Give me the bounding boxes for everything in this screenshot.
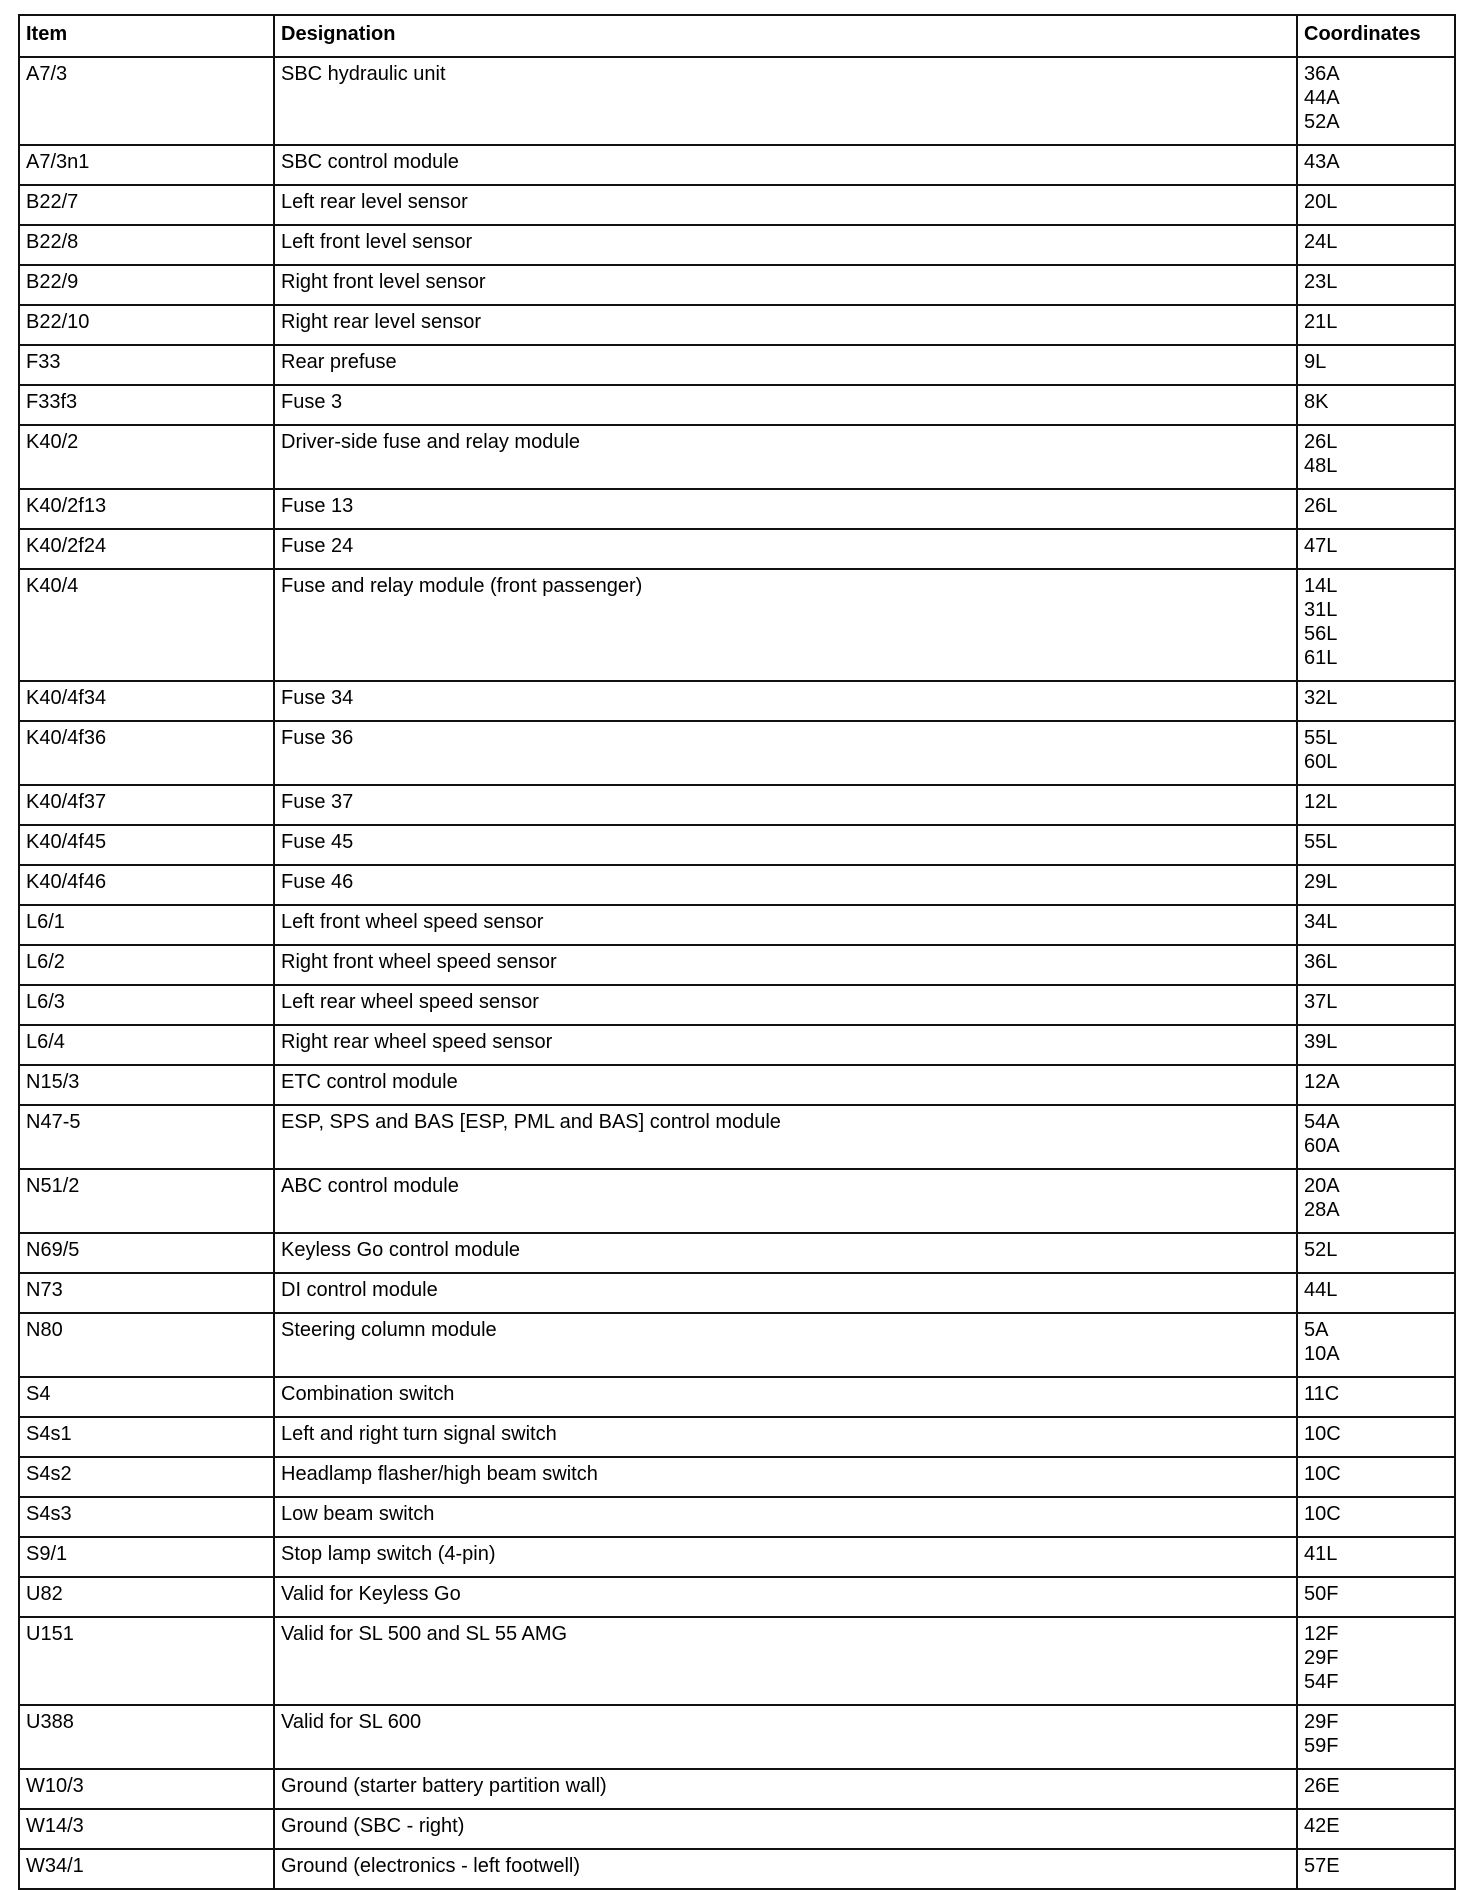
coordinate-value: 41L (1304, 1543, 1338, 1565)
designation-cell: ETC control module (274, 1065, 1297, 1105)
designation-cell: Fuse 3 (274, 385, 1297, 425)
designation-cell: SBC control module (274, 145, 1297, 185)
coordinate-value: 34L (1304, 911, 1338, 933)
designation-cell: Fuse 46 (274, 865, 1297, 905)
component-legend-table (18, 14, 1456, 1890)
designation-cell: Valid for SL 600 (274, 1705, 1297, 1769)
table-row (19, 265, 1455, 305)
table-row (19, 865, 1455, 905)
item-cell: L6/2 (19, 945, 274, 985)
table-row (19, 57, 1455, 145)
coordinates-cell (1297, 345, 1455, 385)
coordinates-cell (1297, 265, 1455, 305)
coordinate-value: 57E (1304, 1855, 1340, 1877)
coordinate-value: 26L (1304, 495, 1338, 517)
coordinates-cell (1297, 985, 1455, 1025)
item-cell: A7/3n1 (19, 145, 274, 185)
designation-cell: Fuse 45 (274, 825, 1297, 865)
coordinate-value: 52A (1304, 111, 1340, 133)
coordinate-value: 24L (1304, 231, 1338, 253)
table-row (19, 945, 1455, 985)
coordinates-cell (1297, 825, 1455, 865)
table-row (19, 905, 1455, 945)
table-row (19, 345, 1455, 385)
coordinates-cell (1297, 1105, 1455, 1169)
coordinate-value: 31L (1304, 599, 1338, 621)
coordinate-value: 32L (1304, 687, 1338, 709)
designation-cell: Stop lamp switch (4-pin) (274, 1537, 1297, 1577)
coordinate-value: 54A (1304, 1111, 1340, 1133)
coordinate-value: 20L (1304, 191, 1338, 213)
coordinate-value: 10A (1304, 1343, 1340, 1365)
item-cell: K40/4f46 (19, 865, 274, 905)
table-row (19, 529, 1455, 569)
coordinate-value: 37L (1304, 991, 1338, 1013)
coordinate-value: 50F (1304, 1583, 1339, 1605)
item-cell: F33 (19, 345, 274, 385)
item-cell: K40/4f36 (19, 721, 274, 785)
designation-cell: Fuse and relay module (front passenger) (274, 569, 1297, 681)
coordinates-cell (1297, 1809, 1455, 1849)
table-row (19, 1497, 1455, 1537)
table-row (19, 1577, 1455, 1617)
item-cell: S4s1 (19, 1417, 274, 1457)
coordinate-value: 60A (1304, 1135, 1340, 1157)
designation-cell: Ground (starter battery partition wall) (274, 1769, 1297, 1809)
coordinate-value: 56L (1304, 623, 1338, 645)
designation-cell: Valid for SL 500 and SL 55 AMG (274, 1617, 1297, 1705)
item-cell: L6/1 (19, 905, 274, 945)
coordinate-value: 23L (1304, 271, 1338, 293)
coordinates-cell (1297, 145, 1455, 185)
table-row (19, 1617, 1455, 1705)
table-row (19, 385, 1455, 425)
item-cell: N47-5 (19, 1105, 274, 1169)
coordinate-value: 8K (1304, 391, 1329, 413)
item-cell: N51/2 (19, 1169, 274, 1233)
item-cell: N15/3 (19, 1065, 274, 1105)
table-row (19, 1025, 1455, 1065)
designation-cell: Rear prefuse (274, 345, 1297, 385)
coordinates-cell (1297, 1577, 1455, 1617)
coordinates-cell (1297, 489, 1455, 529)
coordinates-cell (1297, 569, 1455, 681)
item-cell: S9/1 (19, 1537, 274, 1577)
coordinate-value: 5A (1304, 1319, 1329, 1341)
designation-cell: Low beam switch (274, 1497, 1297, 1537)
table-row (19, 1065, 1455, 1105)
table-row (19, 825, 1455, 865)
coordinate-value: 20A (1304, 1175, 1340, 1197)
designation-cell: Right rear wheel speed sensor (274, 1025, 1297, 1065)
coordinate-value: 26L (1304, 431, 1338, 453)
designation-cell: DI control module (274, 1273, 1297, 1313)
item-cell: B22/9 (19, 265, 274, 305)
item-cell: N80 (19, 1313, 274, 1377)
item-cell: W14/3 (19, 1809, 274, 1849)
table-row (19, 1417, 1455, 1457)
coordinates-cell (1297, 865, 1455, 905)
item-cell: N69/5 (19, 1233, 274, 1273)
coordinates-cell (1297, 1065, 1455, 1105)
table-row (19, 145, 1455, 185)
item-cell: K40/4f45 (19, 825, 274, 865)
designation-cell: Combination switch (274, 1377, 1297, 1417)
coordinate-value: 29F (1304, 1711, 1339, 1733)
item-cell: K40/2f24 (19, 529, 274, 569)
designation-cell: Steering column module (274, 1313, 1297, 1377)
designation-cell: Left and right turn signal switch (274, 1417, 1297, 1457)
designation-cell: Ground (electronics - left footwell) (274, 1849, 1297, 1889)
table-row (19, 1169, 1455, 1233)
coordinate-value: 61L (1304, 647, 1338, 669)
coordinates-cell (1297, 1377, 1455, 1417)
coordinates-cell (1297, 1617, 1455, 1705)
item-cell: S4s2 (19, 1457, 274, 1497)
table-row (19, 1537, 1455, 1577)
coordinate-value: 14L (1304, 575, 1338, 597)
designation-cell: Valid for Keyless Go (274, 1577, 1297, 1617)
designation-cell: Fuse 37 (274, 785, 1297, 825)
coordinate-value: 12A (1304, 1071, 1340, 1093)
item-cell: K40/4f34 (19, 681, 274, 721)
coordinates-cell (1297, 1025, 1455, 1065)
designation-cell: Headlamp flasher/high beam switch (274, 1457, 1297, 1497)
item-cell: B22/8 (19, 225, 274, 265)
coordinate-value: 29L (1304, 871, 1338, 893)
coordinate-value: 10C (1304, 1423, 1341, 1445)
header-designation: Designation (274, 15, 1297, 57)
coordinates-cell (1297, 1769, 1455, 1809)
coordinates-cell (1297, 1313, 1455, 1377)
table-row (19, 569, 1455, 681)
item-cell: L6/4 (19, 1025, 274, 1065)
coordinate-value: 29F (1304, 1647, 1339, 1669)
table-body (19, 57, 1455, 1889)
coordinates-cell (1297, 1169, 1455, 1233)
designation-cell: Fuse 36 (274, 721, 1297, 785)
coordinate-value: 47L (1304, 535, 1338, 557)
coordinates-cell (1297, 1537, 1455, 1577)
table-row (19, 425, 1455, 489)
table-row (19, 681, 1455, 721)
coordinate-value: 28A (1304, 1199, 1340, 1221)
table-row (19, 225, 1455, 265)
designation-cell: Right front wheel speed sensor (274, 945, 1297, 985)
coordinates-cell (1297, 529, 1455, 569)
coordinates-cell (1297, 1417, 1455, 1457)
coordinate-value: 55L (1304, 831, 1338, 853)
item-cell: K40/4f37 (19, 785, 274, 825)
coordinate-value: 36A (1304, 63, 1340, 85)
coordinate-value: 60L (1304, 751, 1338, 773)
coordinates-cell (1297, 385, 1455, 425)
coordinate-value: 10C (1304, 1503, 1341, 1525)
item-cell: K40/2 (19, 425, 274, 489)
designation-cell: Fuse 13 (274, 489, 1297, 529)
coordinate-value: 10C (1304, 1463, 1341, 1485)
designation-cell: ABC control module (274, 1169, 1297, 1233)
item-cell: F33f3 (19, 385, 274, 425)
coordinates-cell (1297, 1273, 1455, 1313)
coordinate-value: 48L (1304, 455, 1338, 477)
header-item: Item (19, 15, 274, 57)
coordinate-value: 21L (1304, 311, 1338, 333)
coordinate-value: 42E (1304, 1815, 1340, 1837)
legend-sheet (18, 14, 1454, 1890)
table-row (19, 185, 1455, 225)
table-row (19, 1233, 1455, 1273)
coordinate-value: 12F (1304, 1623, 1339, 1645)
item-cell: W10/3 (19, 1769, 274, 1809)
designation-cell: Fuse 24 (274, 529, 1297, 569)
coordinates-cell (1297, 185, 1455, 225)
table-row (19, 1273, 1455, 1313)
coordinate-value: 54F (1304, 1671, 1339, 1693)
table-row (19, 1705, 1455, 1769)
coordinates-cell (1297, 1497, 1455, 1537)
item-cell: A7/3 (19, 57, 274, 145)
item-cell: W34/1 (19, 1849, 274, 1889)
designation-cell: Ground (SBC - right) (274, 1809, 1297, 1849)
coordinate-value: 59F (1304, 1735, 1339, 1757)
designation-cell: Keyless Go control module (274, 1233, 1297, 1273)
coordinates-cell (1297, 225, 1455, 265)
item-cell: U82 (19, 1577, 274, 1617)
table-row (19, 1849, 1455, 1889)
coordinate-value: 44L (1304, 1279, 1338, 1301)
designation-cell: ESP, SPS and BAS [ESP, PML and BAS] control module (274, 1105, 1297, 1169)
table-row (19, 1769, 1455, 1809)
coordinates-cell (1297, 57, 1455, 145)
table-row (19, 785, 1455, 825)
table-header-row (19, 15, 1455, 57)
coordinates-cell (1297, 305, 1455, 345)
item-cell: N73 (19, 1273, 274, 1313)
item-cell: U388 (19, 1705, 274, 1769)
coordinates-cell (1297, 785, 1455, 825)
coordinate-value: 11C (1304, 1383, 1340, 1405)
item-cell: B22/10 (19, 305, 274, 345)
coordinate-value: 55L (1304, 727, 1338, 749)
coordinates-cell (1297, 681, 1455, 721)
coordinate-value: 26E (1304, 1775, 1340, 1797)
item-cell: K40/4 (19, 569, 274, 681)
coordinate-value: 43A (1304, 151, 1340, 173)
coordinate-value: 36L (1304, 951, 1338, 973)
item-cell: U151 (19, 1617, 274, 1705)
coordinates-cell (1297, 905, 1455, 945)
table-row (19, 1105, 1455, 1169)
coordinate-value: 12L (1304, 791, 1338, 813)
item-cell: B22/7 (19, 185, 274, 225)
item-cell: K40/2f13 (19, 489, 274, 529)
coordinates-cell (1297, 1457, 1455, 1497)
item-cell: S4s3 (19, 1497, 274, 1537)
designation-cell: SBC hydraulic unit (274, 57, 1297, 145)
table-row (19, 985, 1455, 1025)
table-row (19, 305, 1455, 345)
designation-cell: Left front level sensor (274, 225, 1297, 265)
coordinate-value: 39L (1304, 1031, 1338, 1053)
designation-cell: Left rear wheel speed sensor (274, 985, 1297, 1025)
coordinates-cell (1297, 1849, 1455, 1889)
coordinates-cell (1297, 721, 1455, 785)
table-row (19, 721, 1455, 785)
table-row (19, 1313, 1455, 1377)
coordinates-cell (1297, 1233, 1455, 1273)
item-cell: L6/3 (19, 985, 274, 1025)
header-coordinates: Coordinates (1297, 15, 1455, 57)
designation-cell: Right front level sensor (274, 265, 1297, 305)
item-cell: S4 (19, 1377, 274, 1417)
designation-cell: Fuse 34 (274, 681, 1297, 721)
table-row (19, 1809, 1455, 1849)
coordinate-value: 9L (1304, 351, 1327, 373)
designation-cell: Left rear level sensor (274, 185, 1297, 225)
coordinate-value: 44A (1304, 87, 1340, 109)
table-row (19, 489, 1455, 529)
designation-cell: Right rear level sensor (274, 305, 1297, 345)
designation-cell: Driver-side fuse and relay module (274, 425, 1297, 489)
coordinates-cell (1297, 1705, 1455, 1769)
table-row (19, 1457, 1455, 1497)
table-row (19, 1377, 1455, 1417)
coordinates-cell (1297, 945, 1455, 985)
coordinates-cell (1297, 425, 1455, 489)
designation-cell: Left front wheel speed sensor (274, 905, 1297, 945)
coordinate-value: 52L (1304, 1239, 1338, 1261)
